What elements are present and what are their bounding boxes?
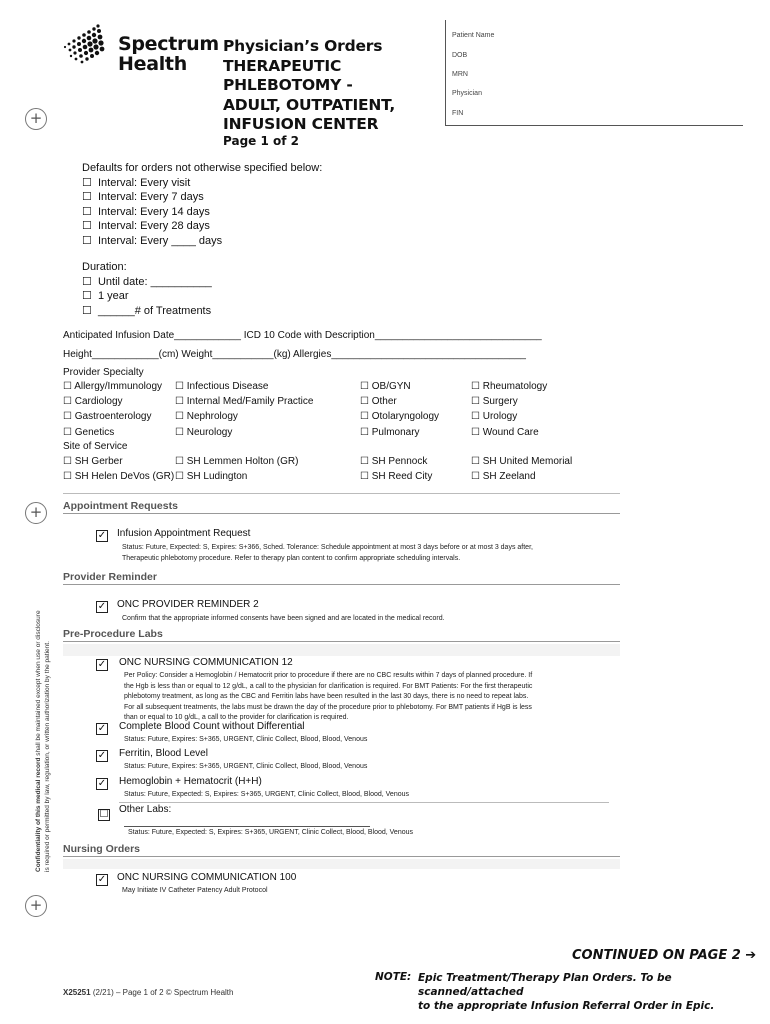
form-info: (2/21) – Page 1 of 2 © Spectrum Health (92, 988, 234, 997)
nursing-communication-12-checkbox[interactable]: ✓ (97, 659, 107, 670)
specialty-option[interactable]: ☐ Wound Care (471, 426, 539, 438)
detail-line: Status: Future, Expected: S, Expires: S+366, Sched. Tolerance: Schedule appointment at most 3 days before or at most 3 days after, (122, 544, 533, 551)
nursing-communication-100-checkbox[interactable]: ✓ (97, 874, 107, 885)
specialty-option[interactable]: ☐ Rheumatology (471, 381, 548, 392)
interval-label: Interval: Every 7 days (97, 191, 204, 204)
other-labs-title: Other Labs: (119, 804, 172, 815)
note-label: NOTE: (375, 971, 412, 983)
nursing-communication-100-detail: May Initiate IV Catheter Patency Adult Protocol (122, 887, 268, 894)
site-option[interactable]: ☐ SH Pennock (360, 456, 428, 467)
title-line-5: INFUSION CENTER (223, 115, 379, 133)
detail-line: For all subsequent treatments, the labs must be drawn the day of the procedure prior to phlebotomy. For BMT patients if HgB is less (124, 703, 532, 711)
specialty-option[interactable]: ☐ Infectious Disease (175, 381, 269, 392)
specialty-option[interactable]: ☐ Neurology (175, 426, 233, 438)
specialty-option[interactable]: ☐ Cardiology (63, 396, 123, 408)
cbc-detail: Status: Future, Expires: S+365, URGENT, Clinic Collect, Blood, Blood, Venous (124, 736, 368, 743)
ferritin-checkbox[interactable]: ✓ (97, 750, 107, 761)
confidentiality-bold: Confidentiality of this medical record (35, 757, 42, 872)
form-title (223, 37, 395, 135)
site-column-1 (63, 454, 174, 484)
defaults-heading: Defaults for orders not otherwise specified below: (82, 162, 323, 174)
footer-note (418, 971, 770, 1013)
confidentiality-line-2: is required or permitted by law, regulation, or written authorization by the patient. (44, 641, 51, 872)
duration-option[interactable]: ☐ ______# of Treatments (82, 304, 212, 317)
specialty-option[interactable]: ☐ Pulmonary (360, 426, 420, 438)
title-line-4: ADULT, OUTPATIENT, (223, 95, 396, 114)
specialty-option[interactable]: ☐ Nephrology (175, 411, 238, 423)
detail-line: the Hgb is less than or equal to 12 g/dL, a call to the physician for clarification is required. For BMT Patients: For the first therapeutic (124, 682, 533, 690)
page-indicator: Page 1 of 2 (223, 134, 299, 148)
specialty-option[interactable]: ☐ Internal Med/Family Practice (175, 396, 314, 408)
section-shade (63, 644, 620, 656)
nursing-communication-12-title: ONC NURSING COMMUNICATION 12 (119, 657, 293, 668)
other-labs-checkbox[interactable]: ☐ (99, 809, 109, 820)
specialty-option[interactable]: ☐ Genetics (63, 426, 115, 438)
site-option[interactable]: ☐ SH Gerber (63, 456, 123, 467)
note-line-2: to the appropriate Infusion Referral Order in Epic. (418, 1000, 715, 1012)
site-column-4 (471, 454, 572, 484)
fin-label: FIN (452, 110, 464, 117)
ferritin-detail: Status: Future, Expires: S+365, URGENT, Clinic Collect, Blood, Blood, Venous (124, 763, 368, 770)
divider (119, 802, 609, 803)
site-option[interactable]: ☐ SH Ludington (175, 471, 248, 483)
continued-on-page-2: CONTINUED ON PAGE 2 ➔ (572, 948, 757, 963)
nursing-communication-100-title: ONC NURSING COMMUNICATION 100 (117, 872, 297, 883)
specialty-option[interactable]: ☐ Gastroenterology (63, 411, 152, 423)
form-footer (63, 988, 233, 997)
hemoglobin-hematocrit-detail: Status: Future, Expected: S, Expires: S+365, URGENT, Clinic Collect, Blood, Blood, Venous (124, 791, 410, 798)
patient-name-label: Patient Name (452, 32, 495, 39)
detail-line: Per Policy: Consider a Hemoglobin / Hematocrit prior to procedure if there are no CBC results within 7 days of planned procedure. If (124, 672, 533, 679)
infusion-date-icd-line[interactable]: Anticipated Infusion Date____________ ICD 10 Code with Description______________________________ (63, 330, 542, 341)
site-option[interactable]: ☐ SH Reed City (360, 471, 433, 483)
section-shade (63, 859, 620, 869)
interval-options (82, 176, 222, 248)
detail-line: than or equal to 10 g/dL, a call to the provider for clarification is required. (124, 714, 349, 721)
infusion-appointment-checkbox[interactable]: ✓ (97, 530, 107, 541)
site-column-2 (175, 454, 298, 484)
section-nursing-orders: Nursing Orders (63, 843, 620, 857)
physician-label: Physician (452, 90, 482, 97)
specialty-column-1 (63, 379, 162, 440)
specialty-option[interactable]: ☐ OB/GYN (360, 381, 411, 392)
ferritin-title: Ferritin, Blood Level (119, 748, 208, 759)
note-line-1: Epic Treatment/Therapy Plan Orders. To be scanned/attached (418, 972, 672, 998)
infusion-appointment-detail (122, 543, 533, 564)
interval-option[interactable]: ☐ Interval: Every 7 days (82, 191, 204, 204)
mrn-label: MRN (452, 71, 468, 78)
logo-line-1: Spectrum (118, 33, 219, 55)
hemoglobin-hematocrit-checkbox[interactable]: ✓ (97, 778, 107, 789)
specialty-column-4 (471, 379, 547, 440)
logo-line-2: Health (118, 53, 187, 75)
site-option[interactable]: ☐ SH Lemmen Holton (GR) (175, 456, 299, 467)
interval-label: Interval: Every 28 days (97, 220, 210, 233)
hemoglobin-hematocrit-title: Hemoglobin + Hematocrit (H+H) (119, 776, 262, 787)
title-line-3: PHLEBOTOMY - (223, 76, 353, 94)
interval-option[interactable]: ☐ Interval: Every 14 days (82, 205, 210, 218)
spectrum-health-logo (62, 22, 114, 71)
form-code: X25251 (63, 988, 91, 997)
other-labs-detail: Status: Future, Expected: S, Expires: S+365, URGENT, Clinic Collect, Blood, Blood, Venous (128, 829, 414, 836)
title-line-1: Physician’s Orders (223, 37, 383, 55)
specialty-column-3 (360, 379, 439, 440)
duration-option[interactable]: ☐ Until date: __________ (82, 276, 212, 288)
punch-hole-top: + (25, 108, 47, 130)
logo-wordmark (118, 34, 219, 74)
provider-reminder-checkbox[interactable]: ✓ (97, 601, 107, 612)
interval-option[interactable]: ☐ Interval: Every ____ days (82, 234, 223, 247)
confidentiality-note (34, 610, 52, 872)
provider-reminder-title: ONC PROVIDER REMINDER 2 (117, 599, 259, 610)
section-appointment-requests: Appointment Requests (63, 500, 620, 514)
height-weight-allergies-line[interactable]: Height____________(cm) Weight___________(kg) Allergies___________________________________ (63, 349, 526, 360)
duration-label: ______# of Treatments (97, 304, 212, 317)
specialty-option[interactable]: ☐ Otolaryngology (360, 411, 440, 423)
confidentiality-line-1: shall be maintained except when use or disclosure (35, 610, 42, 756)
specialty-option[interactable]: ☐ Other (360, 396, 397, 408)
site-column-3 (360, 454, 432, 484)
specialty-option[interactable]: ☐ Urology (471, 411, 518, 423)
specialty-column-2 (175, 379, 313, 440)
detail-line: Therapeutic phlebotomy procedure. Refer to therapy plan content to confirm appropriate scheduling intervals. (122, 554, 461, 562)
duration-label: Until date: __________ (97, 276, 212, 288)
duration-options (82, 275, 212, 318)
provider-reminder-detail: Confirm that the appropriate informed consents have been signed and are located in the medical record. (122, 615, 445, 622)
punch-hole-bottom: + (25, 895, 47, 917)
dob-label: DOB (452, 52, 468, 59)
interval-label: Interval: Every 14 days (97, 205, 210, 218)
logo-dots-icon (62, 22, 114, 66)
interval-label: Interval: Every visit (97, 177, 191, 189)
interval-option[interactable]: ☐ Interval: Every visit (82, 177, 191, 189)
detail-line: phlebotomy treatment, as long as the CBC and Ferritin labs have been resulted in the last 30 days, there is no need to repeat labs. (124, 693, 529, 700)
duration-label: 1 year (97, 290, 129, 303)
site-option[interactable]: ☐ SH Helen DeVos (GR) (63, 471, 175, 483)
duration-heading: Duration: (82, 261, 127, 273)
site-of-service-heading: Site of Service (63, 441, 128, 452)
specialty-option[interactable]: ☐ Allergy/Immunology (63, 381, 163, 392)
divider (63, 493, 620, 494)
provider-specialty-heading: Provider Specialty (63, 367, 144, 378)
punch-hole-middle: + (25, 502, 47, 524)
interval-option[interactable]: ☐ Interval: Every 28 days (82, 220, 210, 233)
site-option[interactable]: ☐ SH United Memorial (471, 456, 573, 467)
other-labs-input-line[interactable] (124, 826, 370, 827)
site-option[interactable]: ☐ SH Zeeland (471, 471, 536, 483)
cbc-title: Complete Blood Count without Differential (119, 721, 305, 732)
nursing-communication-12-detail (124, 671, 614, 724)
infusion-appointment-title: Infusion Appointment Request (117, 528, 251, 539)
cbc-checkbox[interactable]: ✓ (97, 723, 107, 734)
duration-option[interactable]: ☐ 1 year (82, 290, 129, 303)
interval-label: Interval: Every ____ days (97, 234, 223, 247)
specialty-option[interactable]: ☐ Surgery (471, 396, 518, 408)
section-provider-reminder: Provider Reminder (63, 571, 620, 585)
title-line-2: THERAPEUTIC (223, 56, 342, 75)
section-pre-procedure-labs: Pre-Procedure Labs (63, 628, 620, 642)
